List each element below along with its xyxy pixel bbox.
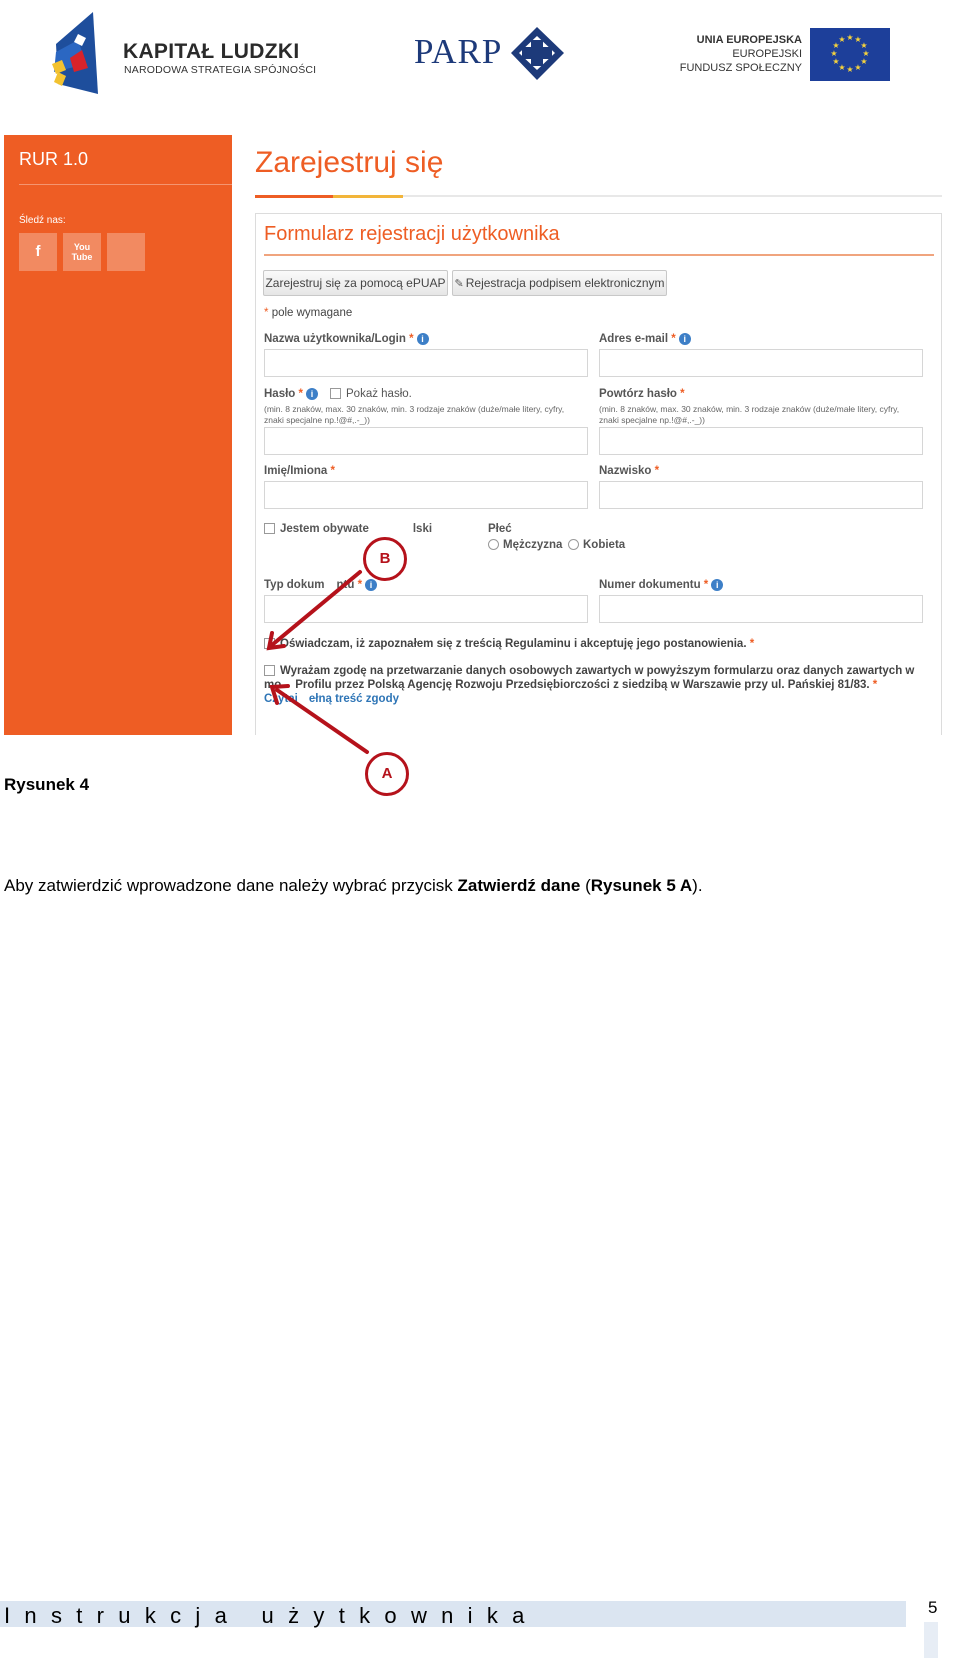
instruction-bold-1: Zatwierdź dane [457,876,581,895]
form-title: Formularz rejestracji użytkownika [264,223,560,245]
logo-eu-line2: EUROPEJSKI [732,48,802,60]
logo-kapital-ludzki-line1: KAPITAŁ LUDZKI [123,40,300,63]
required-star: * [298,388,304,401]
svg-text:★: ★ [854,63,862,72]
app-title[interactable]: RUR 1.0 [19,149,89,169]
arrow-b-line [272,572,363,645]
facebook-icon[interactable]: f [19,233,57,271]
first-name-label-text: Imię/Imiona [264,465,328,477]
info-icon[interactable]: i [365,579,377,591]
svg-text:★: ★ [854,35,862,44]
instruction-bold-2: Rysunek 5 A [590,876,693,895]
citizen-label-start: Jestem obywate [280,523,369,535]
required-star: * [264,307,269,319]
youtube-icon[interactable]: You Tube [63,233,101,271]
svg-text:★: ★ [846,65,854,74]
annotation-marker-b: B [363,537,407,581]
required-star: * [680,388,685,400]
citizen-label-end: lski [412,523,433,535]
required-star: * [654,465,660,477]
doc-type-label-start: Typ dokum [264,579,325,592]
required-star: * [703,579,709,592]
required-star: * [671,333,676,346]
logo-kapital-ludzki-line2: NARODOWA STRATEGIA SPÓJNOŚCI [124,64,317,76]
required-star: * [872,679,878,691]
figure-caption: Rysunek 4 [4,775,90,794]
svg-text:★: ★ [832,57,840,66]
instruction-paragraph [4,876,703,896]
gdpr-consent-text-line2b: Profilu przez Polską Agencję Rozwoju Przedsiębiorczości z siedzibą w Warszawie przy ul. Pańskiej 81/83. [295,679,870,691]
password-repeat-hint: (min. 8 znaków, max. 30 znaków, min. 3 rodzaje znaków (duże/małe litery, cyfry, znaki specjalne np.!@#,.-_)) [599,404,900,425]
show-password-label: Pokaż hasło. [346,388,412,400]
svg-text:★: ★ [838,63,846,72]
required-note-label: pole wymagane [271,307,353,319]
svg-text:★: ★ [838,35,846,44]
annotation-marker-a: A [365,752,409,796]
password-hint: (min. 8 znaków, max. 30 znaków, min. 3 rodzaje znaków (duże/małe litery, cyfry, znaki specjalne np.!@#,.-_)) [264,404,565,425]
last-name-label-text: Nazwisko [599,465,652,477]
page-number: 5 [928,1598,938,1617]
password-label-text: Hasło [264,388,296,401]
gender-male-label: Mężczyzna [503,539,563,551]
svg-text:★: ★ [830,49,838,58]
instruction-text-2: ( [580,876,591,895]
regulations-consent-text: Oświadczam, iż zapoznałem się z treścią Regulaminu i akceptuję jego postanowienia. [280,638,747,650]
footer-title: Instrukcja użytkownika [4,1603,539,1628]
svg-text:★: ★ [862,49,870,58]
follow-label: Śledź nas: [19,215,66,226]
info-icon[interactable]: i [306,388,318,400]
password-repeat-label-text: Powtórz hasło [599,388,677,400]
e-signature-register-label: Rejestracja podpisem elektronicznym [465,276,665,290]
instruction-text-3: ). [692,876,703,895]
login-label-text: Nazwa użytkownika/Login [264,333,406,346]
page-number-band [924,1622,938,1658]
required-star: * [330,465,335,477]
info-icon[interactable]: i [679,333,691,345]
svg-text:★: ★ [846,33,854,42]
svg-text:★: ★ [832,41,840,50]
gender-female-label: Kobieta [583,539,626,551]
gdpr-consent-text-line1: Wyrażam zgodę na przetwarzanie danych osobowych zawartych w powyższym formularzu oraz danych zawartych w [280,665,915,677]
svg-text:★: ★ [860,57,868,66]
epuap-register-label: Zarejestruj się za pomocą ePUAP [265,276,446,290]
gdpr-consent-text-line2a: mo [264,679,282,691]
logo-eu-line3: FUNDUSZ SPOŁECZNY [679,62,802,74]
pencil-icon: ✎ [454,278,464,290]
instruction-text-1: Aby zatwierdzić wprowadzone dane należy wybrać przycisk [4,876,458,895]
arrow-a-line [277,690,367,752]
full-consent-link-a: Czytaj [264,693,298,705]
svg-text:★: ★ [860,41,868,50]
info-icon[interactable]: i [711,579,723,591]
gender-label: Płeć [488,523,512,535]
info-icon[interactable]: i [417,333,429,345]
required-star: * [409,333,414,346]
email-label-text: Adres e-mail [599,333,669,346]
doc-type-label-end: ntu [336,579,355,592]
annotation-arrows [0,0,960,820]
full-consent-link-b: ełną treść zgody [308,693,399,705]
doc-number-label-text: Numer dokumentu [599,579,701,592]
logo-eu-line1: UNIA EUROPEJSKA [696,34,802,46]
required-star: * [749,638,755,650]
required-star: * [357,579,363,592]
logo-parp: PARP [414,32,503,71]
page-title: Zarejestruj się [255,146,444,179]
